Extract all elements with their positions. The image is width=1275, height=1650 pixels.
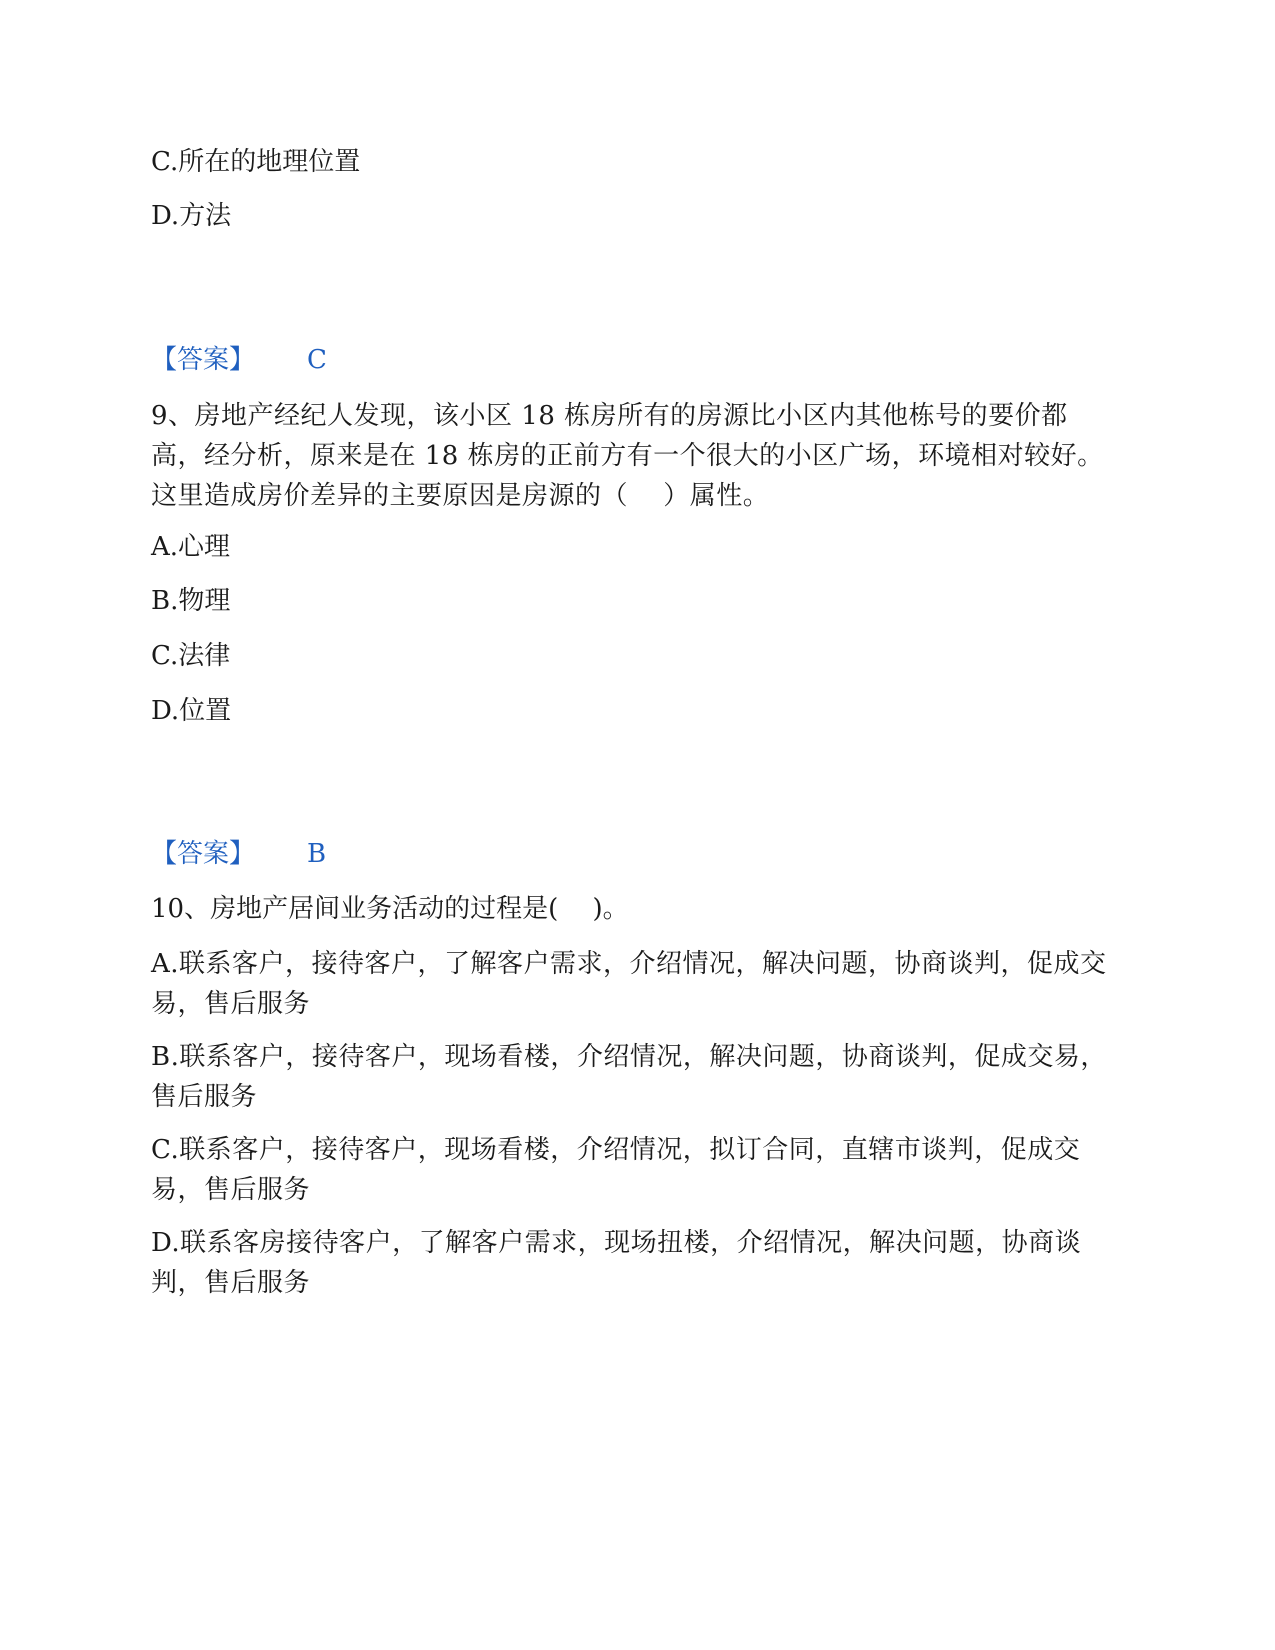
q9-stem: 9、房地产经纪人发现，该小区 18 栋房所有的房源比小区内其他栋号的要价都高，经分析，原来是在 18 栋房的正前方有一个很大的小区广场，环境相对较好。这里造成房价差异的主要原因是房源的（ ）属性。 — [151, 401, 1104, 511]
answer-label: 【答案】 — [151, 839, 256, 869]
q8-answer — [151, 340, 327, 380]
q9-answer — [151, 834, 326, 874]
q10-option-b: B.联系客户，接待客户，现场看楼，介绍情况，解决问题，协商谈判，促成交易，售后服务 — [151, 1042, 1107, 1112]
q10-option-a: A.联系客户，接待客户，了解客户需求，介绍情况，解决问题，协商谈判，促成交易，售后服务 — [151, 949, 1107, 1019]
q10-option-c: C.联系客户，接待客户，现场看楼，介绍情况，拟订合同，直辖市谈判，促成交易，售后服务 — [151, 1135, 1081, 1205]
q8-option-d: D.方法 — [151, 201, 232, 231]
answer-value: C — [307, 345, 327, 375]
q9-option-b: B.物理 — [151, 586, 231, 616]
q10-stem: 10、房地产居间业务活动的过程是( )。 — [151, 894, 629, 924]
answer-label: 【答案】 — [151, 345, 256, 375]
q9-option-d: D.位置 — [151, 696, 232, 726]
q10-option-d: D.联系客房接待客户，了解客户需求，现场扭楼，介绍情况，解决问题，协商谈判，售后服务 — [151, 1228, 1082, 1298]
q9-option-a: A.心理 — [151, 532, 231, 562]
q9-option-c: C.法律 — [151, 641, 231, 671]
answer-value: B — [307, 839, 327, 869]
q8-option-c: C.所在的地理位置 — [151, 147, 361, 177]
